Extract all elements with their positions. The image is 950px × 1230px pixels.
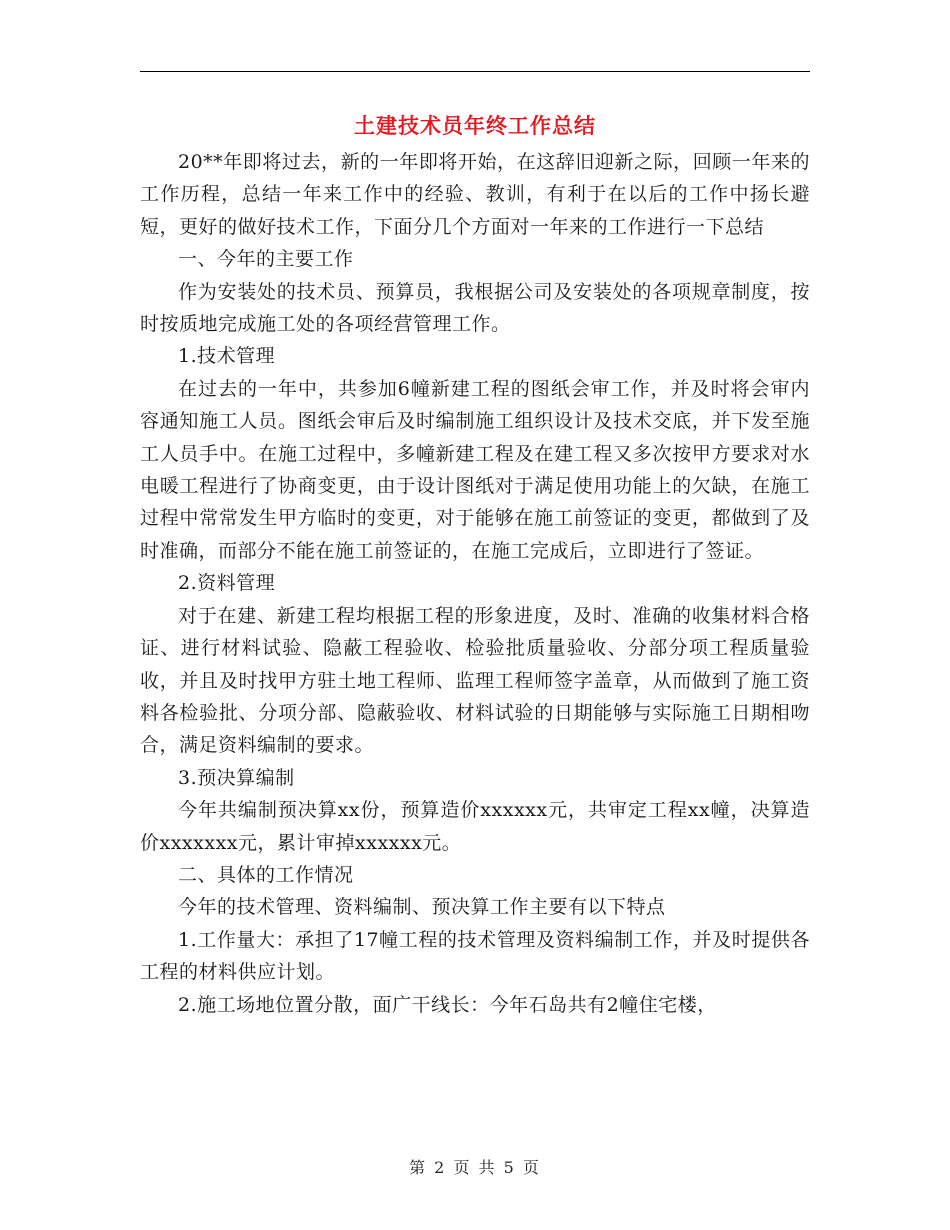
document-title: 土建技术员年终工作总结 (354, 113, 596, 138)
document-body (140, 146, 810, 1021)
section-heading: 二、具体的工作情况 (178, 863, 354, 886)
subsection-heading: 3.预决算编制 (178, 766, 295, 789)
paragraph: 对于在建、新建工程均根据工程的形象进度，及时、准确的收集材料合格证、进行材料试验、隐蔽工程验收、检验批质量验收、分部分项工程质量验收，并且及时找甲方驻土地工程师、监理工程师签字盖章，从而做到了施工资料各检验批、分项分部、隐蔽验收、材料试验的日期能够与实际施工日期相吻合，满足资料编制的要求。 (140, 604, 810, 757)
page-footer: 第 2 页 共 5 页 (409, 1158, 541, 1177)
paragraph: 2.施工场地位置分散，面广干线长：今年石岛共有2幢住宅楼， (178, 993, 717, 1016)
paragraph: 20**年即将过去，新的一年即将开始，在这辞旧迎新之际，回顾一年来的工作历程，总结一年来工作中的经验、教训，有利于在以后的工作中扬长避短，更好的做好技术工作，下面分几个方面对一年来的工作进行一下总结 (140, 151, 810, 238)
paragraph: 今年共编制预决算xx份，预算造价xxxxxx元，共审定工程xx幢，决算造价xxxxxxx元，累计审掉xxxxxx元。 (140, 799, 810, 854)
section-heading: 一、今年的主要工作 (178, 248, 354, 271)
header-rule (140, 71, 810, 72)
paragraph: 作为安装处的技术员、预算员，我根据公司及安装处的各项规章制度，按时按质地完成施工处的各项经营管理工作。 (140, 280, 810, 336)
paragraph: 1.工作量大：承担了17幢工程的技术管理及资料编制工作，并及时提供各工程的材料供应计划。 (140, 928, 810, 984)
paragraph: 今年的技术管理、资料编制、预决算工作主要有以下特点 (178, 896, 666, 919)
subsection-heading: 2.资料管理 (178, 572, 276, 595)
paragraph: 在过去的一年中，共参加6幢新建工程的图纸会审工作，并及时将会审内容通知施工人员。图纸会审后及时编制施工组织设计及技术交底，并下发至施工人员手中。在施工过程中，多幢新建工程及在建工程又多次按甲方要求对水电暖工程进行了协商变更，由于设计图纸对于满足使用功能上的欠缺，在施工过程中常常发生甲方临时的变更，对于能够在施工前签证的变更，都做到了及时准确，而部分不能在施工前签证的，在施工完成后，立即进行了签证。 (140, 377, 810, 562)
subsection-heading: 1.技术管理 (178, 345, 276, 368)
